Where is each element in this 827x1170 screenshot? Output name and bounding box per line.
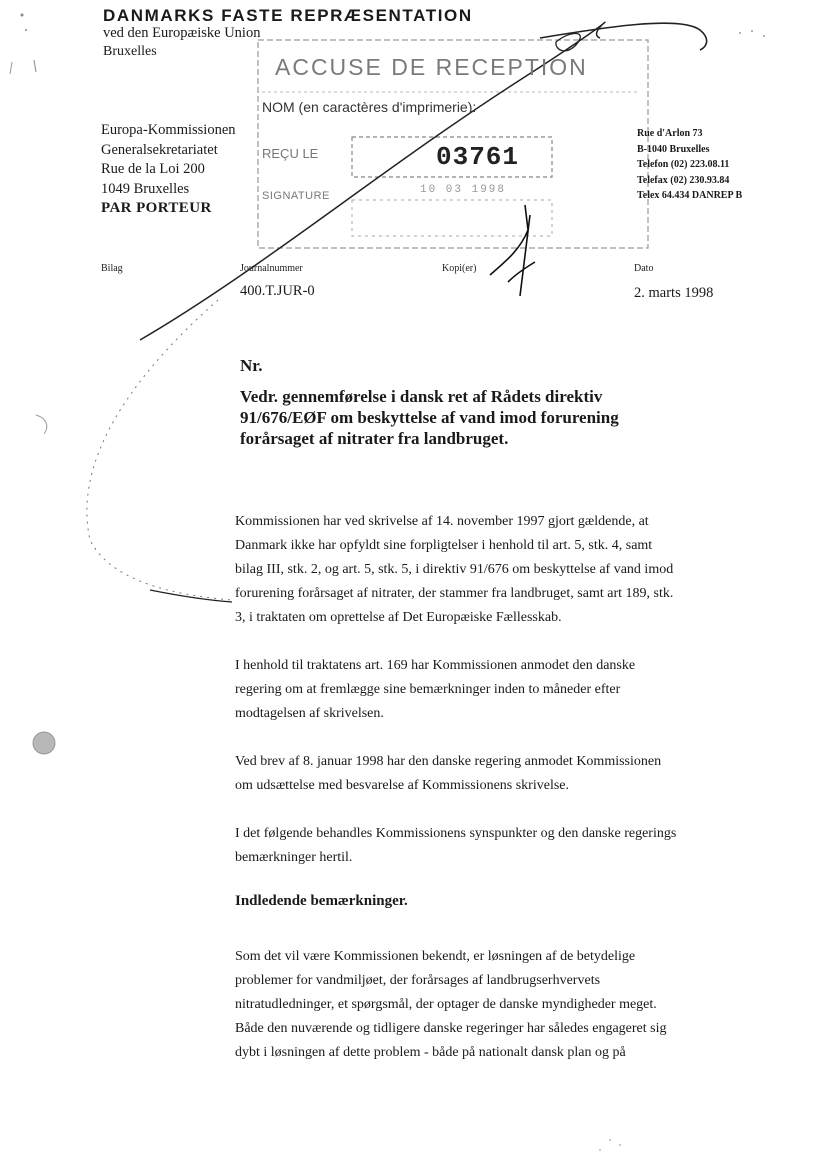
delivery-method: PAR PORTEUR <box>101 200 212 216</box>
text-line: I henhold til traktatens art. 169 har Kommissionen anmodet den danske <box>235 658 636 673</box>
text-line: Danmark ikke har opfyldt sine forpligtelser i henhold til art. 5, stk. 4, samt <box>235 538 653 553</box>
sender-city: Bruxelles <box>103 44 157 59</box>
stamp-number: 03761 <box>436 142 520 172</box>
punch-hole <box>33 732 55 754</box>
letter-date: 2. marts 1998 <box>634 285 714 301</box>
dato-label: Dato <box>634 263 654 274</box>
signature-mark <box>490 205 535 296</box>
text-line: Som det vil være Kommissionen bekendt, er løsningen af de betydelige <box>235 949 636 964</box>
text-line: om udsættelse med besvarelse af Kommissionens skrivelse. <box>235 778 569 793</box>
paragraph-1 <box>235 510 673 630</box>
subject-line: Vedr. gennemførelse i dansk ret af Rådets direktiv <box>240 387 603 406</box>
section-heading: Indledende bemærkninger. <box>235 893 408 909</box>
paragraph-3 <box>235 750 661 798</box>
paragraph-5 <box>235 945 667 1065</box>
stamp-nom-label: NOM (en caractères d'imprimerie): <box>262 99 477 115</box>
address-line: Rue d'Arlon 73 <box>637 128 703 139</box>
text-line: bemærkninger hertil. <box>235 850 353 865</box>
journal-number: 400.T.JUR-0 <box>240 283 315 299</box>
text-line: forurening forårsaget af nitrater, der stammer fra landbruget, samt art 189, stk. <box>235 586 674 601</box>
recipient-address <box>101 121 236 219</box>
recipient-line: Rue de la Loi 200 <box>101 161 205 177</box>
text-line: Kommissionen har ved skrivelse af 14. november 1997 gjort gældende, at <box>235 514 649 529</box>
kopi-label: Kopi(er) <box>442 263 477 274</box>
subject <box>240 386 720 449</box>
sender-name: DANMARKS FASTE REPRÆSENTATION <box>103 6 473 25</box>
text-line: nitratudledninger, et spørgsmål, der optager de danske myndigheder meget. <box>235 997 657 1012</box>
margin-curve <box>87 300 232 600</box>
sender-subtitle: ved den Europæiske Union <box>103 25 261 41</box>
bilag-label: Bilag <box>101 263 123 274</box>
recipient-line: Europa-Kommissionen <box>101 122 236 138</box>
text-line: problemer for vandmiljøet, der forårsages af landbrugserhvervets <box>235 973 601 988</box>
paragraph-2 <box>235 654 635 726</box>
stamp-date-box <box>352 200 552 236</box>
text-line: Både den nuværende og tidligere danske regeringer har således engageret sig <box>235 1021 667 1036</box>
recipient-line: 1049 Bruxelles <box>101 180 190 197</box>
text-line: Ved brev af 8. januar 1998 har den danske regering anmodet Kommissionen <box>235 754 662 769</box>
stamp-date: 10 03 1998 <box>420 184 507 196</box>
text-line: I det følgende behandles Kommissionens synspunkter og den danske regerings <box>235 826 677 841</box>
stamp-title: ACCUSE DE RECEPTION <box>275 54 588 80</box>
stamp-signature-label: SIGNATURE <box>262 190 330 202</box>
address-line: Telefax (02) 230.93.84 <box>637 174 730 186</box>
paragraph-4 <box>235 822 676 870</box>
journal-label: Journalnummer <box>240 263 303 274</box>
subject-line: forårsaget af nitrater fra landbruget. <box>240 429 509 448</box>
text-line: dybt i løsningen af dette problem - både på nationalt dansk plan og på <box>235 1045 626 1060</box>
recipient-line: Generalsekretariatet <box>101 141 218 158</box>
address-line: B-1040 Bruxelles <box>637 143 710 155</box>
text-line: regering om at fremlægge sine bemærkninger inden to måneder efter <box>235 682 621 697</box>
nr-label: Nr. <box>240 356 263 375</box>
sender-address <box>637 126 742 204</box>
stamp-recu-label: REÇU LE <box>262 146 319 161</box>
text-line: 3, i traktaten om oprettelse af Det Europæiske Fællesskab. <box>235 610 562 625</box>
address-line: Telefon (02) 223.08.11 <box>637 159 730 170</box>
subject-line: 91/676/EØF om beskyttelse af vand imod forurening <box>240 408 619 427</box>
address-line: Telex 64.434 DANREP B <box>637 190 743 201</box>
text-line: bilag III, stk. 2, og art. 5, stk. 5, i direktiv 91/676 om beskyttelse af vand imod <box>235 562 674 577</box>
text-line: modtagelsen af skrivelsen. <box>235 706 384 721</box>
